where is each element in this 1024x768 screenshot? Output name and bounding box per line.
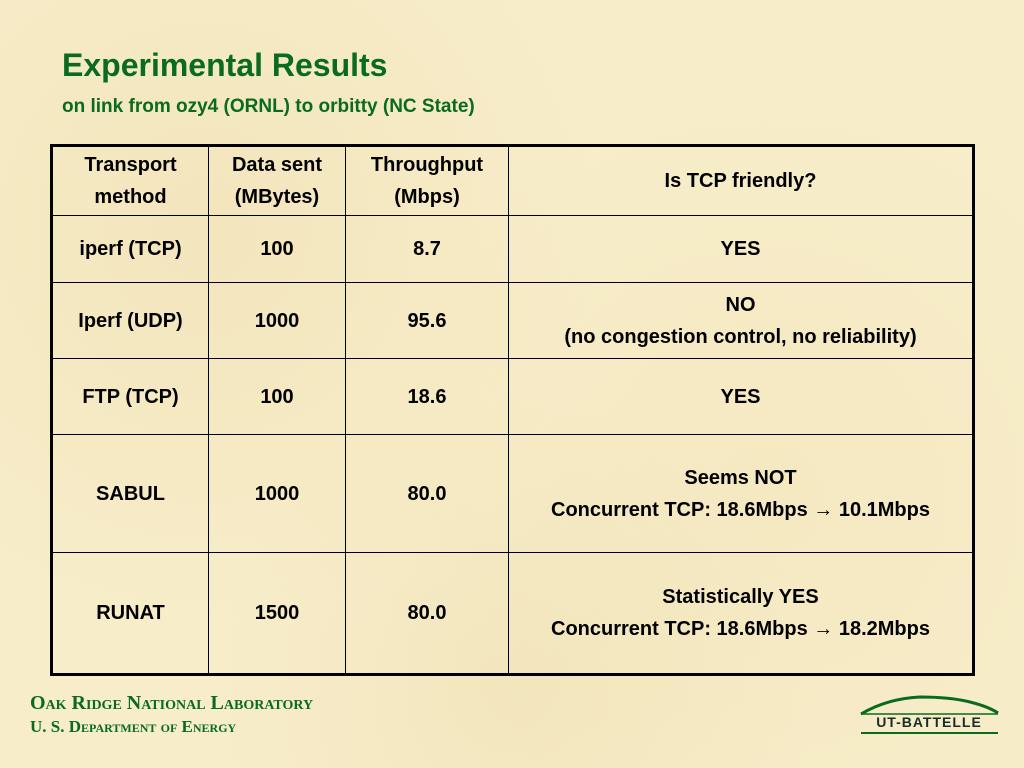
table-row bbox=[52, 283, 974, 359]
ut-battelle-logo bbox=[858, 692, 1000, 736]
header-text: method bbox=[94, 186, 167, 208]
concurrent-tcp-note bbox=[515, 613, 966, 645]
cell-tcp-friendly bbox=[509, 553, 974, 675]
friendly-text: YES bbox=[720, 385, 761, 408]
header-transport-method bbox=[52, 146, 209, 216]
cell-data-sent: 1000 bbox=[209, 283, 346, 359]
friendly-text: NO bbox=[725, 293, 756, 316]
concurrent-tcp-note bbox=[515, 494, 966, 526]
cell-data-sent: 100 bbox=[209, 359, 346, 435]
header-tcp-friendly: Is TCP friendly? bbox=[509, 146, 974, 216]
header-text: (Mbps) bbox=[394, 186, 460, 208]
cell-method: iperf (TCP) bbox=[52, 216, 209, 283]
concurrent-prefix: Concurrent TCP: 18.6Mbps bbox=[551, 618, 808, 640]
header-throughput bbox=[346, 146, 509, 216]
concurrent-suffix: 18.2Mbps bbox=[838, 618, 930, 640]
footer-department: U. S. Department of Energy bbox=[30, 717, 237, 736]
cell-throughput: 8.7 bbox=[346, 216, 509, 283]
header-text: Transport bbox=[84, 154, 177, 176]
cell-throughput: 80.0 bbox=[346, 553, 509, 675]
cell-data-sent: 1500 bbox=[209, 553, 346, 675]
cell-tcp-friendly bbox=[509, 435, 974, 553]
logo-text: UT-BATTELLE bbox=[876, 714, 982, 730]
header-data-sent bbox=[209, 146, 346, 216]
friendly-note: (no congestion control, no reliability) bbox=[564, 325, 917, 348]
footer-organization bbox=[30, 690, 313, 738]
cell-method: RUNAT bbox=[52, 553, 209, 675]
table-row bbox=[52, 435, 974, 553]
slide-title: Experimental Results bbox=[62, 47, 388, 83]
header-text: Data sent bbox=[231, 154, 323, 176]
cell-tcp-friendly bbox=[509, 216, 974, 283]
table-row bbox=[52, 553, 974, 675]
results-table bbox=[50, 144, 975, 676]
cell-method: Iperf (UDP) bbox=[52, 283, 209, 359]
cell-throughput: 80.0 bbox=[346, 435, 509, 553]
friendly-text: Seems NOT bbox=[684, 466, 797, 489]
cell-throughput: 18.6 bbox=[346, 359, 509, 435]
friendly-text: YES bbox=[720, 238, 761, 260]
mountain-icon bbox=[861, 697, 998, 714]
cell-data-sent: 1000 bbox=[209, 435, 346, 553]
footer-lab-name: Oak Ridge National Laboratory bbox=[30, 692, 314, 714]
header-text: Throughput bbox=[370, 154, 484, 176]
cell-throughput: 95.6 bbox=[346, 283, 509, 359]
header-text: (MBytes) bbox=[234, 186, 320, 208]
cell-method: FTP (TCP) bbox=[52, 359, 209, 435]
cell-tcp-friendly bbox=[509, 359, 974, 435]
table-header-row bbox=[52, 146, 974, 216]
concurrent-prefix: Concurrent TCP: 18.6Mbps bbox=[551, 498, 808, 521]
table-row bbox=[52, 216, 974, 283]
cell-data-sent: 100 bbox=[209, 216, 346, 283]
arrow-right-icon: → bbox=[813, 618, 834, 640]
table-row bbox=[52, 359, 974, 435]
slide-subtitle: on link from ozy4 (ORNL) to orbitty (NC State) bbox=[62, 96, 475, 117]
cell-tcp-friendly bbox=[509, 283, 974, 359]
friendly-text: Statistically YES bbox=[662, 586, 819, 608]
arrow-right-icon: → bbox=[813, 498, 834, 521]
concurrent-suffix: 10.1Mbps bbox=[838, 498, 930, 521]
cell-method: SABUL bbox=[52, 435, 209, 553]
